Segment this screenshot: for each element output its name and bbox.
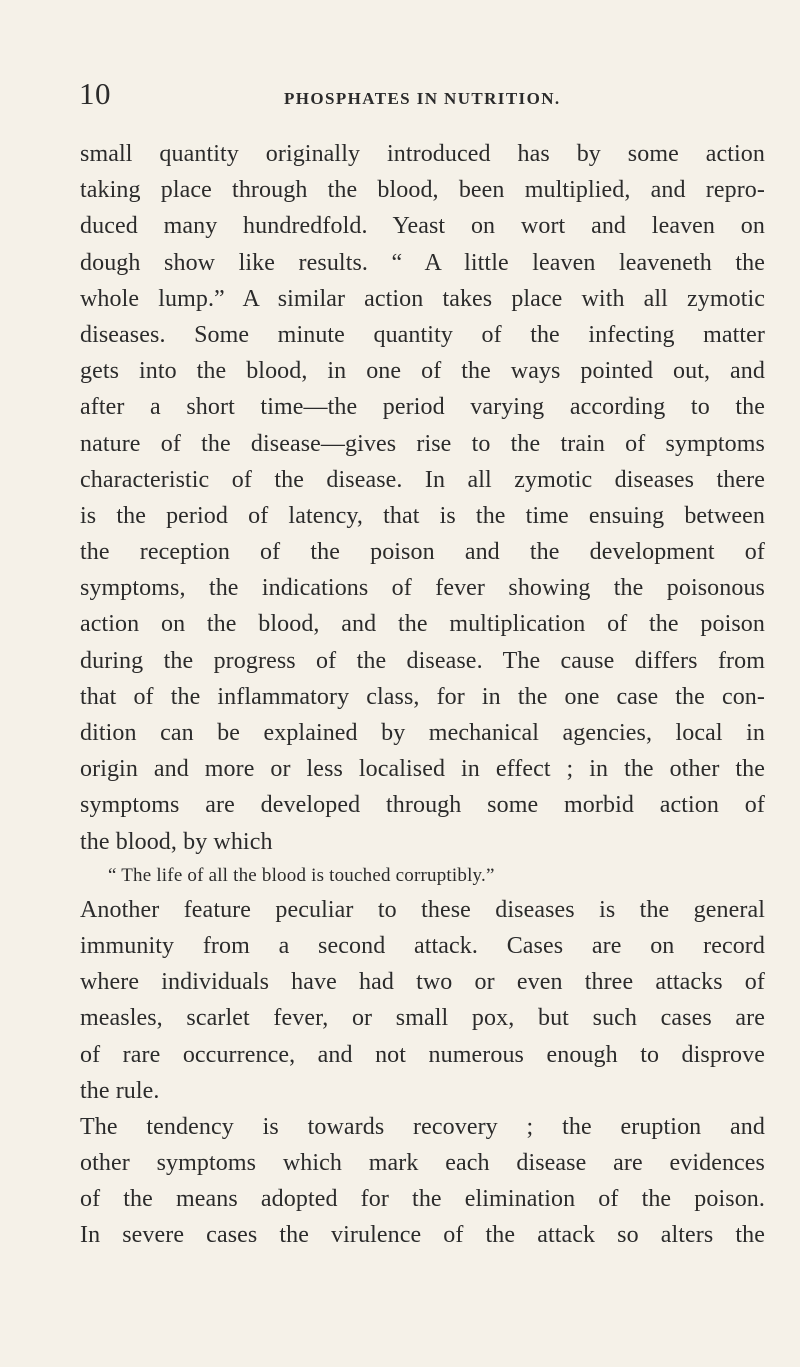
text-line: whole lump.” A similar action takes place with all zymotic [80,285,765,312]
text-line: action on the blood, and the multiplication of the poison [80,611,765,638]
text-line: symptoms, the indications of fever showing the poisonous [80,575,765,602]
text-line: immunity from a second attack. Cases are on record [80,932,765,959]
running-title: PHOSPHATES IN NUTRITION. [284,89,561,108]
text-line: the rule. [80,1077,160,1104]
text-line: the reception of the poison and the development of [80,539,765,566]
text-line: the blood, by which [80,828,273,855]
text-line: is the period of latency, that is the time ensuing between [80,502,765,529]
text-line: Another feature peculiar to these diseases is the general [80,896,765,923]
text-line: after a short time—the period varying according to the [80,394,765,421]
text-line: symptoms are developed through some morbid action of [80,792,765,819]
text-line: nature of the disease—gives rise to the train of symptoms [80,430,765,457]
paragraph-first-line: The tendency is towards recovery ; the eruption and [80,1113,765,1140]
page-header [79,78,760,114]
text-line: other symptoms which mark each disease are evidences [80,1150,765,1177]
text-line: where individuals have had two or even three attacks of [80,969,765,996]
text-line: origin and more or less localised in effect ; in the other the [80,756,765,783]
text-line: gets into the blood, in one of the ways pointed out, and [80,358,765,385]
text-line: diseases. Some minute quantity of the infecting matter [80,321,765,348]
text-line: In severe cases the virulence of the attack so alters the [80,1222,765,1249]
block-quote: “ The life of all the blood is touched corruptibly.” [108,864,495,886]
text-line: dition can be explained by mechanical agencies, local in [80,720,765,746]
text-line: of rare occurrence, and not numerous enough to disprove [80,1041,765,1068]
text-line: during the progress of the disease. The cause differs from [80,647,765,674]
body-text [80,136,765,1254]
text-line: dough show like results. “ A little leaven leaveneth the [80,249,765,276]
text-line: measles, scarlet fever, or small pox, but such cases are [80,1005,765,1032]
text-line: that of the inflammatory class, for in the one case the con- [80,683,765,710]
text-line: taking place through the blood, been multiplied, and repro- [80,177,765,204]
text-line: characteristic of the disease. In all zymotic diseases there [80,466,765,493]
text-line: small quantity originally introduced has by some action [80,141,765,167]
text-line: duced many hundredfold. Yeast on wort and leaven on [80,213,765,240]
page-number: 10 [79,76,111,111]
text-line: of the means adopted for the elimination of the poison. [80,1186,765,1213]
